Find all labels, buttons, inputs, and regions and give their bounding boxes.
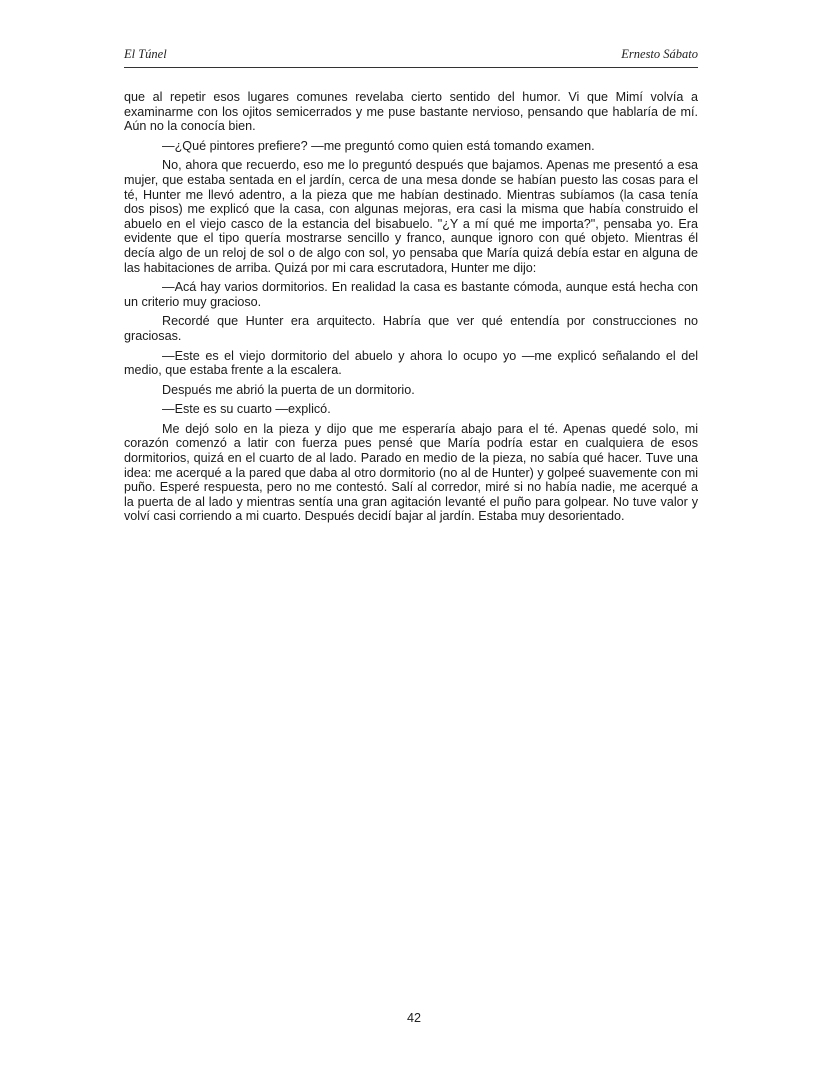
body-text	[124, 90, 698, 529]
page-number: 42	[406, 1011, 421, 1025]
paragraph: —Este es el viejo dormitorio del abuelo y ahora lo ocupo yo —me explicó señalando el del medio, que estaba frente a la escalera.	[124, 348, 698, 378]
paragraph: Me dejó solo en la pieza y dijo que me esperaría abajo para el té. Apenas quedé solo, mi corazón comenzó a latir con fuerza pues pensé que María podría estar en cualquiera de esos dormitorios, quizá en el cuarto de al lado. Parado en medio de la pieza, no sabía qué hacer. Tuve una idea: me acerqué a la pared que daba al otro dormitorio (no al de Hunter) y golpeé suavemente con mi puño. Esperé respuesta, pero no me contestó. Salí al corredor, miré si no había nadie, me acerqué a la puerta de al lado y mientras sentía una gran agitación levanté el puño para golpear. No tuve valor y volví casi corriendo a mi cuarto. Después decidí bajar al jardín. Estaba muy desorientado.	[124, 421, 698, 524]
paragraph: —¿Qué pintores prefiere? —me preguntó como quien está tomando examen.	[162, 138, 595, 153]
paragraph: No, ahora que recuerdo, eso me lo preguntó después que bajamos. Apenas me presentó a esa mujer, que estaba sentada en el jardín, cerca de una mesa donde se habían puesto las cosas para el té, Hunter me llevó adentro, a la pieza que me habían destinado. Mientras subíamos (la casa tenía dos pisos) me explicó que la casa, con algunas mejoras, era casi la misma que había construido el abuelo en el viejo casco de la estancia del bisabuelo. "¿Y a mí qué me importa?", pensaba yo. Era evidente que el tipo quería mostrarse sencillo y franco, aunque ignoro con qué objeto. Mientras él decía algo de un reloj de sol o de algo con sol, yo pensaba que María quizá debía estar en alguna de las habitaciones de arriba. Quizá por mi cara escrutadora, Hunter me dijo:	[124, 158, 698, 275]
paragraph: que al repetir esos lugares comunes revelaba cierto sentido del humor. Vi que Mimí volvía a examinarme con los ojitos semicerrados y me puse bastante nervioso, pensando que hablaría de mí. Aún no la conocía bien.	[124, 90, 698, 134]
paragraph: Recordé que Hunter era arquitecto. Habría que ver qué entendía por construcciones no graciosas.	[124, 314, 698, 343]
paragraph: —Este es su cuarto —explicó.	[162, 402, 331, 417]
book-title: El Túnel	[124, 47, 167, 61]
author-name: Ernesto Sábato	[621, 47, 698, 61]
paragraph: —Acá hay varios dormitorios. En realidad la casa es bastante cómoda, aunque está hecha con un criterio muy gracioso.	[124, 280, 698, 309]
running-header	[124, 45, 698, 68]
paragraph: Después me abrió la puerta de un dormitorio.	[162, 382, 415, 397]
